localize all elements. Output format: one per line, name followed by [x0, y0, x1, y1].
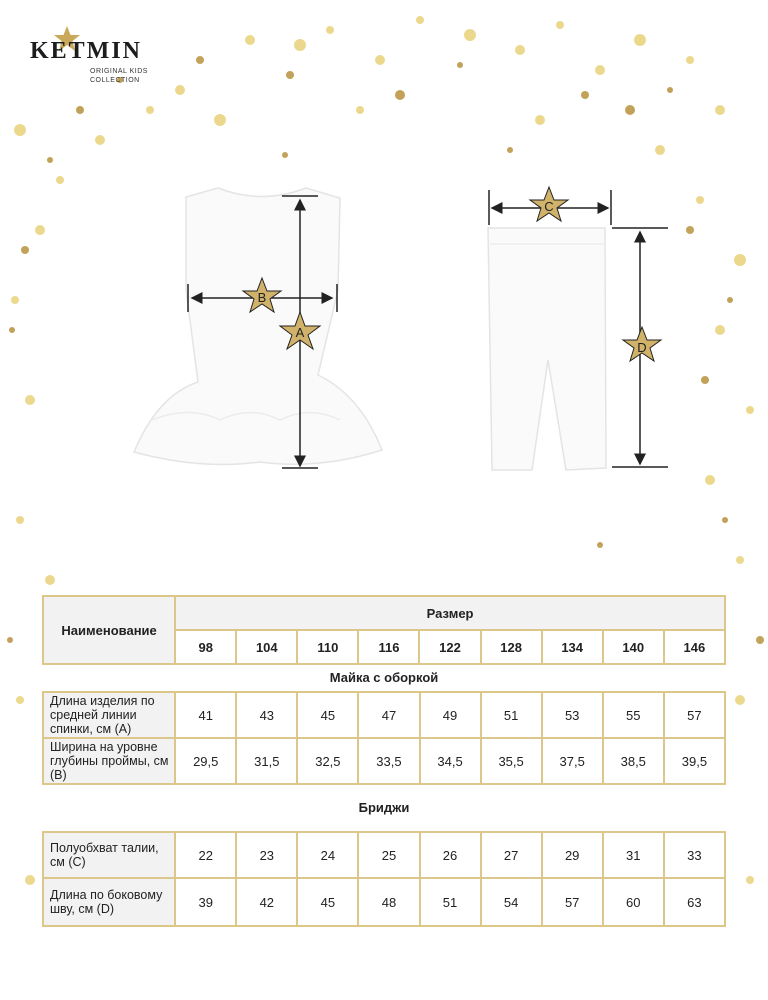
size-cell: 134 [542, 630, 603, 664]
table-cell: 32,5 [297, 738, 358, 784]
size-column-header: Размер [175, 596, 725, 630]
table-cell: 38,5 [603, 738, 664, 784]
table-cell: 45 [297, 692, 358, 738]
table-cell: 42 [236, 878, 297, 926]
table-cell: 63 [664, 878, 725, 926]
brand-tagline-2: COLLECTION [90, 77, 140, 84]
table-cell: 60 [603, 878, 664, 926]
top-measurements-table [42, 691, 726, 785]
table-cell: 43 [236, 692, 297, 738]
table-cell: 47 [358, 692, 419, 738]
table-row [43, 878, 725, 926]
size-cell: 116 [358, 630, 419, 664]
row-label: Полуобхват талии, см (C) [43, 832, 175, 878]
table-cell: 39 [175, 878, 236, 926]
table-cell: 25 [358, 832, 419, 878]
table-cell: 57 [542, 878, 603, 926]
section-title-breeches: Бриджи [358, 800, 410, 815]
table-cell: 48 [358, 878, 419, 926]
brand-name: KETMIN [30, 38, 143, 64]
size-cell: 104 [236, 630, 297, 664]
star-marker-c-icon [530, 187, 568, 221]
table-cell: 33 [664, 832, 725, 878]
table-cell: 51 [481, 692, 542, 738]
size-cell: 146 [664, 630, 725, 664]
table-cell: 26 [420, 832, 481, 878]
table-cell: 41 [175, 692, 236, 738]
table-cell: 55 [603, 692, 664, 738]
size-cell: 128 [481, 630, 542, 664]
leggings-illustration [488, 228, 606, 470]
size-cell: 122 [419, 630, 480, 664]
sleeveless-top-illustration [134, 188, 382, 464]
table-cell: 31,5 [236, 738, 297, 784]
breeches-measurements-table [42, 831, 726, 927]
table-cell: 31 [603, 832, 664, 878]
size-cell: 98 [175, 630, 236, 664]
table-row [43, 832, 725, 878]
table-cell: 23 [236, 832, 297, 878]
table-cell: 29,5 [175, 738, 236, 784]
section-title-top: Майка с оборкой [329, 670, 439, 685]
size-chart [42, 595, 726, 927]
size-cell: 140 [603, 630, 664, 664]
table-row [43, 692, 725, 738]
brand-tagline: ORIGINAL KIDS [90, 68, 148, 75]
table-row [43, 738, 725, 784]
table-cell: 53 [542, 692, 603, 738]
table-cell: 34,5 [420, 738, 481, 784]
marker-a-label: A [295, 325, 305, 340]
table-cell: 29 [542, 832, 603, 878]
table-cell: 45 [297, 878, 358, 926]
table-cell: 33,5 [358, 738, 419, 784]
table-cell: 51 [420, 878, 481, 926]
table-cell: 24 [297, 832, 358, 878]
marker-c-label: C [544, 199, 554, 214]
marker-d-label: D [637, 340, 647, 355]
table-cell: 35,5 [481, 738, 542, 784]
size-table-header [42, 595, 726, 665]
table-cell: 39,5 [664, 738, 725, 784]
table-cell: 37,5 [542, 738, 603, 784]
marker-b-label: B [257, 290, 267, 305]
row-label: Длина изделия по средней линии спинки, см (A) [43, 692, 175, 738]
table-cell: 57 [664, 692, 725, 738]
table-cell: 49 [420, 692, 481, 738]
row-label: Ширина на уровне глубины проймы, см (B) [43, 738, 175, 784]
size-cell: 110 [297, 630, 358, 664]
table-cell: 54 [481, 878, 542, 926]
star-marker-d-icon [623, 327, 661, 361]
name-column-header: Наименование [43, 596, 175, 664]
row-label: Длина по боковому шву, см (D) [43, 878, 175, 926]
table-cell: 27 [481, 832, 542, 878]
table-cell: 22 [175, 832, 236, 878]
